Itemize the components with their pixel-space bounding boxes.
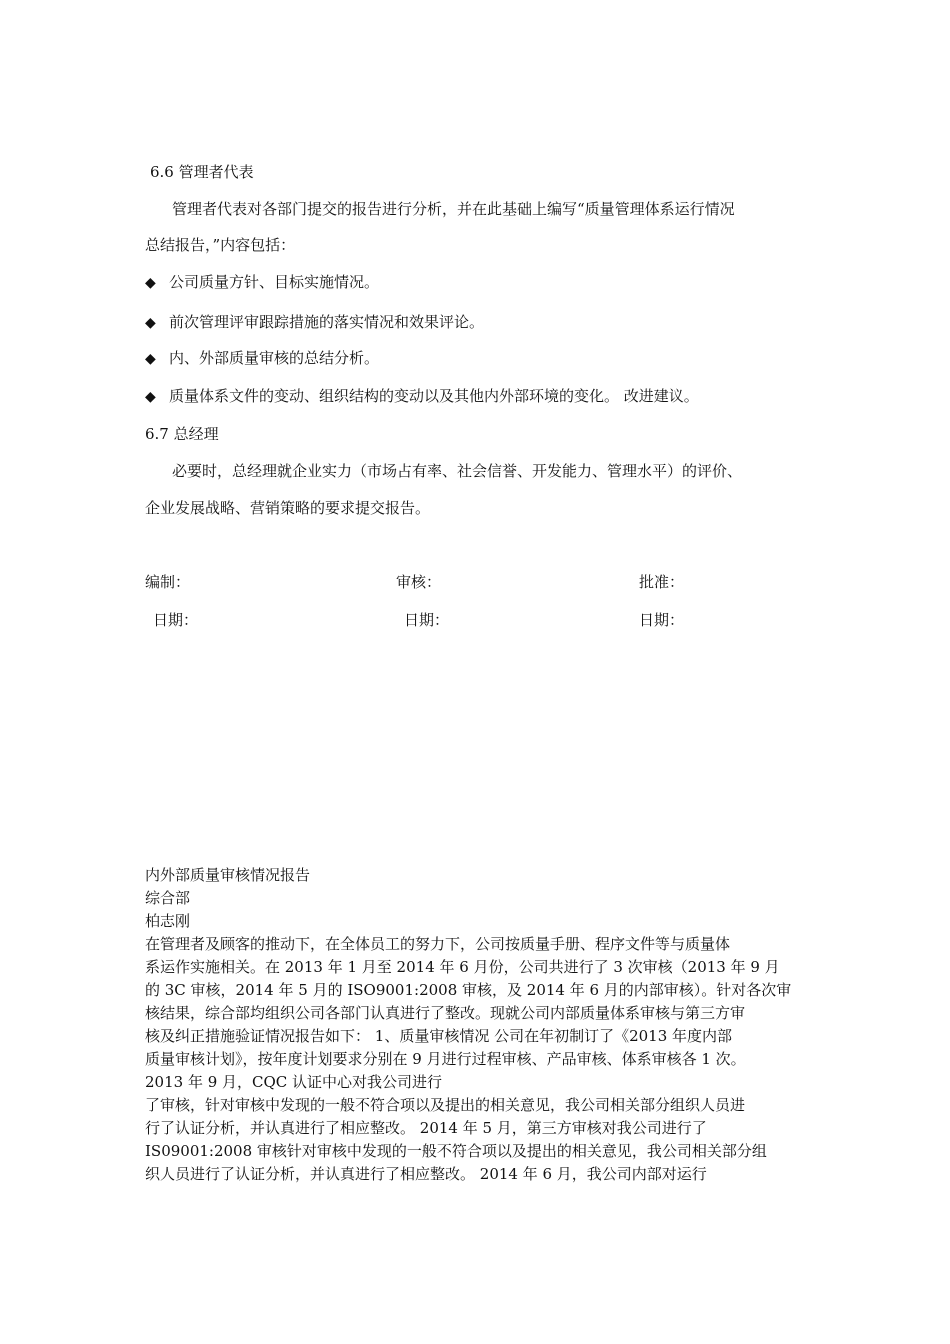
section-6-6-paragraph-line-1: 管理者代表对各部门提交的报告进行分析，并在此基础上编写“质量管理体系运行情况 <box>172 200 735 218</box>
bullet-item <box>145 272 379 293</box>
compiled-date-label: 日期： <box>153 611 199 629</box>
bullet-text: 质量体系文件的变动、组织结构的变动以及其他内外部环境的变化。 改进建议。 <box>169 387 699 405</box>
diamond-bullet-icon: ◆ <box>145 275 156 291</box>
report-body-line: 了审核，针对审核中发现的一般不符合项以及提出的相关意见，我公司相关部分组织人员进 <box>145 1096 746 1114</box>
reviewed-date-label: 日期： <box>404 611 450 629</box>
bullet-item <box>145 348 379 369</box>
report-body-line: 行了认证分析，并认真进行了相应整改。 2014 年 5 月，第三方审核对我公司进行了 <box>145 1119 707 1137</box>
section-6-6-heading: 6.6 管理者代表 <box>150 163 254 181</box>
section-6-7-paragraph-line-2: 企业发展战略、营销策略的要求提交报告。 <box>145 499 431 517</box>
report-body-line: 在管理者及顾客的推动下，在全体员工的努力下，公司按质量手册、程序文件等与质量体 <box>145 935 731 953</box>
compiled-by-label: 编制： <box>145 573 191 591</box>
report-body-line: 核结果，综合部均组织公司各部门认真进行了整改。现就公司内部质量体系审核与第三方审 <box>145 1004 746 1022</box>
bullet-item <box>145 312 484 333</box>
report-author: 柏志刚 <box>145 912 191 930</box>
diamond-bullet-icon: ◆ <box>145 351 156 367</box>
bullet-text: 内、外部质量审核的总结分析。 <box>169 349 380 367</box>
bullet-text: 前次管理评审跟踪措施的落实情况和效果评论。 <box>169 313 485 331</box>
diamond-bullet-icon: ◆ <box>145 389 156 405</box>
section-6-6-paragraph-line-2: 总结报告，”内容包括： <box>145 236 296 254</box>
bullet-text: 公司质量方针、目标实施情况。 <box>169 273 380 291</box>
approved-by-label: 批准： <box>639 573 685 591</box>
bullet-item <box>145 386 699 407</box>
report-body-line: 2013 年 9 月，CQC 认证中心对我公司进行 <box>145 1073 443 1091</box>
diamond-bullet-icon: ◆ <box>145 315 156 331</box>
report-body-line: 系运作实施相关。在 2013 年 1 月至 2014 年 6 月份，公司共进行了 3 次审核（2013 年 9 月 <box>145 958 780 976</box>
report-title: 内外部质量审核情况报告 <box>145 866 311 884</box>
approved-date-label: 日期： <box>639 611 685 629</box>
report-body-line: 质量审核计划》，按年度计划要求分别在 9 月进行过程审核、产品审核、体系审核各 1 次。 <box>145 1050 746 1068</box>
section-6-7-heading: 6.7 总经理 <box>145 425 219 443</box>
reviewed-by-label: 审核： <box>396 573 442 591</box>
report-body-line: 的 3C 审核，2014 年 5 月的 ISO9001:2008 审核，及 2014 年 6 月的内部审核）。针对各次审 <box>145 981 792 999</box>
section-6-7-paragraph-line-1: 必要时，总经理就企业实力（市场占有率、社会信誉、开发能力、管理水平）的评价、 <box>172 462 743 480</box>
report-body-line: 织人员进行了认证分析，并认真进行了相应整改。 2014 年 6 月，我公司内部对运行 <box>145 1165 707 1183</box>
report-department: 综合部 <box>145 889 191 907</box>
report-body-line: IS09001:2008 审核针对审核中发现的一般不符合项以及提出的相关意见，我公司相关部分组 <box>145 1142 767 1160</box>
report-body-line: 核及纠正措施验证情况报告如下： 1、质量审核情况 公司在年初制订了《2013 年度内部 <box>145 1027 733 1045</box>
